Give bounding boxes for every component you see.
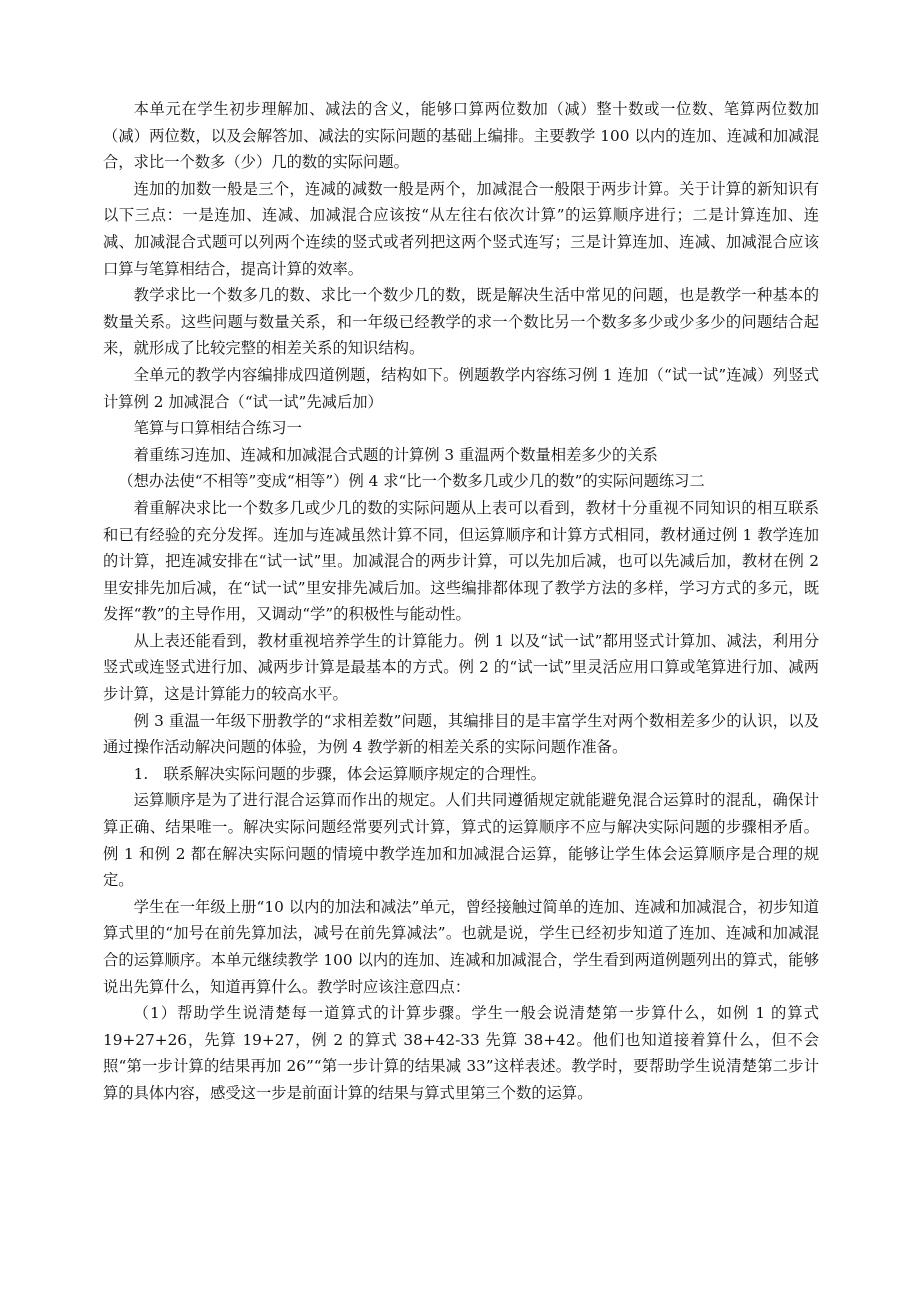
paragraph-textbook-connections: 着重解决求比一个数多几或少几的数的实际问题从上表可以看到，教材十分重视不同知识的相互联系和已有经验的充分发挥。连加与连减虽然计算不同，但运算顺序和计算方式相同，教材通过例 1 教学连加的计算，把连减安排在“试一试”里。加减混合的两步计算，可以先加后减，也可以先减后加，教材在例 2 里安排先加后减，在“试一试”里安排先减后加。这些编排都体现了教学方法的多样，学习方式的多元，既发挥“教”的主导作用，又调动“学”的积极性与能动性。 (103, 498, 819, 624)
paragraph-unit-structure: 全单元的教学内容编排成四道例题，结构如下。例题教学内容练习例 1 连加（“试一试”连减）列竖式计算例 2 加减混合（“试一试”先减后加） (103, 365, 819, 411)
paragraph-example-four: （想办法使“不相等”变成“相等”）例 4 求“比一个数多几或少几的数”的实际问题练习二 (118, 472, 705, 491)
paragraph-calculation-knowledge: 连加的加数一般是三个，连减的减数一般是两个，加减混合一般限于两步计算。关于计算的新知识有以下三点：一是连加、连减、加减混合应该按“从左往右依次计算”的运算顺序进行；二是计算连加、连减、加减混合式题可以列两个连续的竖式或者列把这两个竖式连写；三是计算连加、连减、加减混合应该口算与笔算相结合，提高计算的效率。 (103, 179, 819, 278)
paragraph-calculation-ability: 从上表还能看到，教材重视培养学生的计算能力。例 1 以及“试一试”都用竖式计算加、减法，利用分竖式或连竖式进行加、减两步计算是最基本的方式。例 2 的“试一试”里灵活应用口算或笔算进行加、减两步计算，这是计算能力的较高水平。 (103, 631, 819, 704)
paragraph-point-one: （1）帮助学生说清楚每一道算式的计算步骤。学生一般会说清楚第一步算什么，如例 1 的算式 19+27+26，先算 19+27，例 2 的算式 38+42-33 先算 38+42。他们也知道接着算什么，但不会照“第一步计算的结果再加 26”“第一步计算的结果减 33”这样表述。教学时，要帮助学生说清楚第二步计算的具体内容，感受这一步是前面计算的结果与算式里第三个数的运算。 (103, 1004, 819, 1102)
paragraph-exercise-one: 笔算与口算相结合练习一 (133, 419, 302, 438)
paragraph-operation-order: 运算顺序是为了进行混合运算而作出的规定。人们共同遵循规定就能避免混合运算时的混乱，确保计算正确、结果唯一。解决实际问题经常要列式计算，算式的运算顺序不应与解决实际问题的步骤相矛盾。例 1 和例 2 都在解决实际问题的情境中教学连加和加减混合运算，能够让学生体会运算顺序是合理的规定。 (103, 791, 819, 890)
paragraph-unit-overview: 本单元在学生初步理解加、减法的含义，能够口算两位数加（减）整十数或一位数、笔算两位数加（减）两位数，以及会解答加、减法的实际问题的基础上编排。主要教学 100 以内的连加、连减和加减混合，求比一个数多（少）几的数的实际问题。 (103, 100, 819, 172)
paragraph-prior-knowledge: 学生在一年级上册“10 以内的加法和减法”单元，曾经接触过简单的连加、连减和加减混合，初步知道算式里的“加号在前先算加法，减号在前先算减法”。也就是说，学生已经初步知道了连加、连减和加减混合的运算顺序。本单元继续教学 100 以内的连加、连减和加减混合，学生看到两道例题列出的算式，能够说出先算什么，知道再算什么。教学时应该注意四点： (103, 897, 819, 996)
paragraph-example-three: 例 3 重温一年级下册教学的“求相差数”问题，其编排目的是丰富学生对两个数相差多少的认识，以及通过操作活动解决问题的体验，为例 4 教学新的相差关系的实际问题作准备。 (103, 711, 819, 757)
paragraph-difference-problems: 教学求比一个数多几的数、求比一个数少几的数，既是解决生活中常见的问题，也是教学一种基本的数量关系。这些问题与数量关系，和一年级已经教学的求一个数比另一个数多多少或少多少的问题结合起来，就形成了比较完整的相差关系的知识结构。 (103, 286, 819, 358)
paragraph-exercise-focus: 着重练习连加、连减和加减混合式题的计算例 3 重温两个数量相差多少的关系 (133, 445, 658, 464)
paragraph-section-heading-1: 1. 联系解决实际问题的步骤，体会运算顺序规定的合理性。 (133, 764, 546, 783)
document-body (103, 96, 819, 1107)
